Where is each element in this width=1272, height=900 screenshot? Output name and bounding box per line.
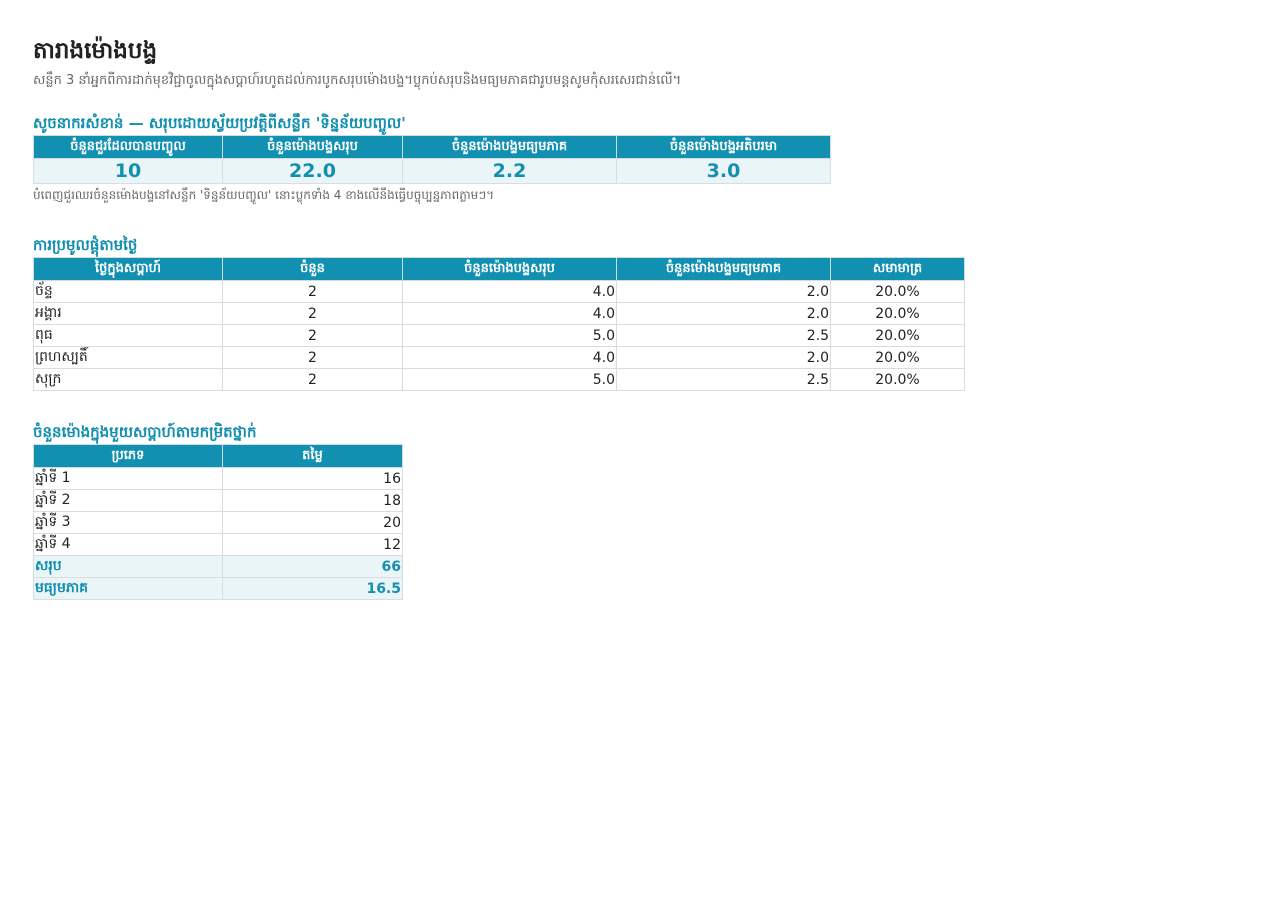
by-day-header-weekday: ថ្ងៃក្នុងសប្តាហ៍: [34, 258, 223, 281]
by-day-cell-total[interactable]: 5.0: [403, 325, 617, 347]
table-row: [34, 325, 965, 347]
by-day-cell-count[interactable]: 2: [223, 303, 403, 325]
table-row: [34, 534, 403, 556]
by-grade-average-label[interactable]: មធ្យមភាគ: [34, 578, 223, 600]
table-row: [34, 281, 965, 303]
by-day-header-ratio: សមាមាត្រ: [831, 258, 965, 281]
kpi-value-row: [34, 159, 831, 184]
by-grade-cell-value[interactable]: 12: [223, 534, 403, 556]
by-grade-cell-value[interactable]: 20: [223, 512, 403, 534]
by-day-cell-count[interactable]: 2: [223, 347, 403, 369]
summary-row-average: [34, 578, 403, 600]
by-day-table: [33, 257, 965, 391]
kpi-table: [33, 135, 831, 184]
by-day-cell-average[interactable]: 2.0: [617, 347, 831, 369]
by-day-header-total-hours: ចំនួនម៉ោងបង្ទសរុប: [403, 258, 617, 281]
kpi-header-row: [34, 136, 831, 159]
section-gap: [33, 391, 1272, 421]
by-day-cell-day[interactable]: ច័ន្ទ: [34, 281, 223, 303]
kpi-header-rows-entered: ចំនួនជួរដែលបានបញ្ចូល: [34, 136, 223, 159]
by-day-cell-ratio[interactable]: 20.0%: [831, 325, 965, 347]
by-day-cell-count[interactable]: 2: [223, 369, 403, 391]
by-day-cell-count[interactable]: 2: [223, 325, 403, 347]
table-row: [34, 512, 403, 534]
by-day-cell-total[interactable]: 4.0: [403, 281, 617, 303]
by-day-cell-total[interactable]: 4.0: [403, 347, 617, 369]
by-day-cell-total[interactable]: 4.0: [403, 303, 617, 325]
page-subtitle: សន្លឹក 3 នាំអ្នកពីការដាក់មុខវិជ្ជាចូលក្នុងសប្តាហ៍រហូតដល់ការបូកសរុបម៉ោងបង្ទ។ប្លុកប់សរុបនិងមធ្យមភាគជារូបមន្តសូមកុំសរសេរជាន់លើ។: [33, 73, 682, 88]
by-day-cell-average[interactable]: 2.5: [617, 325, 831, 347]
by-grade-cell-category[interactable]: ឆ្នាំទី 4: [34, 534, 223, 556]
kpi-header-total-hours: ចំនួនម៉ោងបង្ទសរុប: [223, 136, 403, 159]
by-day-cell-average[interactable]: 2.5: [617, 369, 831, 391]
by-day-header-row: [34, 258, 965, 281]
by-day-header-average-hours: ចំនួនម៉ោងបង្ទមធ្យមភាគ: [617, 258, 831, 281]
by-grade-table: [33, 444, 403, 600]
kpi-header-max-hours: ចំនួនម៉ោងបង្ទអតិបរមា: [617, 136, 831, 159]
by-day-cell-day[interactable]: ពុធ: [34, 325, 223, 347]
by-day-section-title: ការប្រមូលផ្តុំតាមថ្ងៃ: [33, 236, 138, 254]
by-day-cell-day[interactable]: ព្រហស្បតិ៍: [34, 347, 223, 369]
by-grade-header-value: តម្លៃ: [223, 445, 403, 468]
by-grade-header-category: ប្រភេទ: [34, 445, 223, 468]
kpi-value-rows-entered[interactable]: 10: [34, 159, 223, 184]
table-row: [34, 369, 965, 391]
by-day-cell-ratio[interactable]: 20.0%: [831, 281, 965, 303]
by-day-header-count: ចំនួន: [223, 258, 403, 281]
by-grade-cell-value[interactable]: 16: [223, 468, 403, 490]
summary-row-total: [34, 556, 403, 578]
kpi-value-max-hours[interactable]: 3.0: [617, 159, 831, 184]
kpi-value-total-hours[interactable]: 22.0: [223, 159, 403, 184]
by-grade-total-label[interactable]: សរុប: [34, 556, 223, 578]
table-row: [34, 347, 965, 369]
page-title: តារាងម៉ោងបង្ទ: [33, 38, 158, 64]
table-row: [34, 468, 403, 490]
by-day-cell-ratio[interactable]: 20.0%: [831, 303, 965, 325]
table-row: [34, 490, 403, 512]
by-grade-total-value[interactable]: 66: [223, 556, 403, 578]
by-day-cell-average[interactable]: 2.0: [617, 303, 831, 325]
by-day-cell-ratio[interactable]: 20.0%: [831, 369, 965, 391]
by-grade-cell-category[interactable]: ឆ្នាំទី 3: [34, 512, 223, 534]
by-grade-cell-value[interactable]: 18: [223, 490, 403, 512]
by-day-cell-average[interactable]: 2.0: [617, 281, 831, 303]
kpi-note: បំពេញជួរឈរចំនួនម៉ោងបង្ទនៅសន្លឹក 'ទិន្នន័យបញ្ចូល' នោះប្លុកទាំង 4 ខាងលើនឹងធ្វើបច្ចុប្បន្នភាពភ្លាមៗ។: [33, 188, 495, 202]
kpi-section-title: សូចនាករសំខាន់ — សរុបដោយស្វ័យប្រវត្តិពីសន្លឹក 'ទិន្នន័យបញ្ចូល': [33, 114, 406, 132]
by-grade-section-title: ចំនួនម៉ោងក្នុងមួយសប្តាហ៍តាមកម្រិតថ្នាក់: [33, 423, 257, 441]
by-grade-cell-category[interactable]: ឆ្នាំទី 2: [34, 490, 223, 512]
kpi-value-average-hours[interactable]: 2.2: [403, 159, 617, 184]
by-day-cell-day[interactable]: អង្គារ: [34, 303, 223, 325]
by-day-cell-ratio[interactable]: 20.0%: [831, 347, 965, 369]
by-day-cell-total[interactable]: 5.0: [403, 369, 617, 391]
by-grade-cell-category[interactable]: ឆ្នាំទី 1: [34, 468, 223, 490]
table-row: [34, 303, 965, 325]
by-day-cell-count[interactable]: 2: [223, 281, 403, 303]
kpi-header-average-hours: ចំនួនម៉ោងបង្ទមធ្យមភាគ: [403, 136, 617, 159]
by-day-cell-day[interactable]: សុក្រ: [34, 369, 223, 391]
by-grade-header-row: [34, 445, 403, 468]
by-grade-average-value[interactable]: 16.5: [223, 578, 403, 600]
